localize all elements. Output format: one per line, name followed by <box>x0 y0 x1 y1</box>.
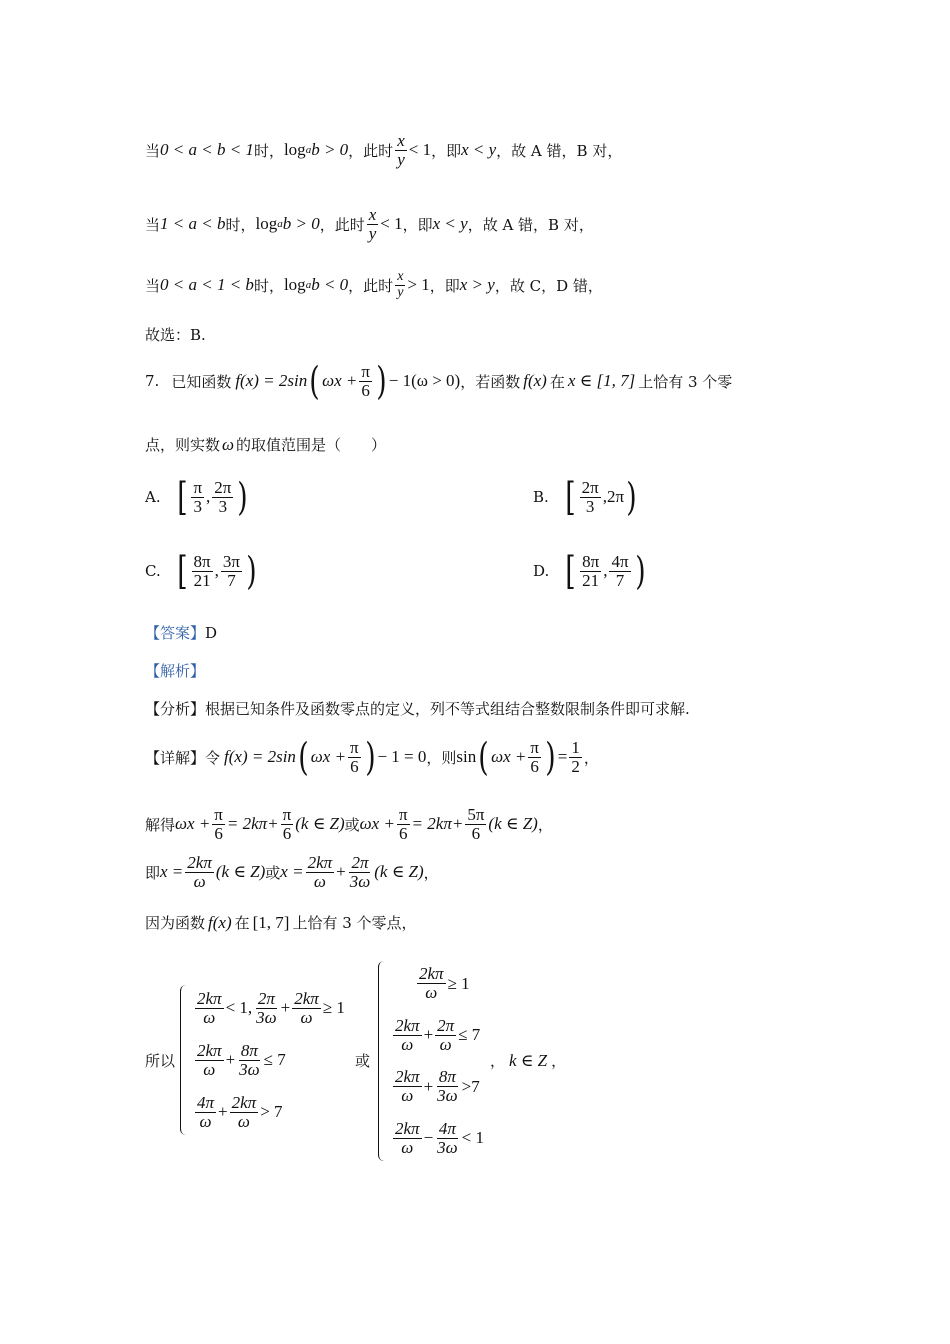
math: x = <box>160 862 184 882</box>
brace <box>180 985 189 1135</box>
because-line <box>145 912 417 933</box>
ji-line <box>145 854 439 891</box>
math: ω <box>222 434 235 454</box>
fraction: $\frac{8\pi}{3\omega}$ <box>437 1067 458 1106</box>
math: ωx + <box>175 814 211 834</box>
fraction: $\frac{1}{2}$ <box>571 737 580 776</box>
text: 时， <box>253 141 284 160</box>
fraction: $\frac{3\pi}{7}$ <box>222 551 240 590</box>
paren: ) <box>246 549 257 593</box>
text: ，故 A 错，B 对， <box>467 215 594 234</box>
math: + <box>218 1102 228 1121</box>
question-number: 7. <box>145 372 160 390</box>
question-line-1 <box>145 359 733 403</box>
math: ωx + <box>491 747 527 766</box>
math: + <box>423 1025 434 1045</box>
text: ， <box>423 863 439 882</box>
fraction: $\frac{2k\pi}{\omega}$ <box>197 1040 222 1079</box>
math: − 1(ω > 0) <box>388 371 461 390</box>
text: ，即 <box>431 141 462 160</box>
system-tail <box>490 1050 566 1071</box>
math: x ∈ [1, 7] <box>567 371 636 390</box>
text: ，即 <box>429 276 460 295</box>
math: a <box>305 279 312 292</box>
answer-value: D <box>205 623 218 642</box>
math: ≥ 1 <box>447 973 470 993</box>
fraction: $\frac{8\pi}{21}$ <box>193 551 211 590</box>
fraction: $\frac{2k\pi}{\omega}$ <box>395 1118 420 1157</box>
math: + <box>336 862 346 882</box>
math: + <box>423 1076 434 1096</box>
fraction: $\frac{\pi}{6}$ <box>361 361 370 400</box>
left-row-2 <box>193 1035 345 1085</box>
fraction: $\frac{2k\pi}{\omega}$ <box>419 964 444 1003</box>
text: ， <box>490 1052 506 1070</box>
paren: ) <box>634 549 646 593</box>
fraction: $\frac{2k\pi}{\omega}$ <box>187 853 212 891</box>
math: b > 0 <box>311 140 349 160</box>
math: (k ∈ Z) <box>488 814 538 834</box>
text: ， <box>551 1052 567 1070</box>
case-line-2 <box>145 206 594 243</box>
comma: , <box>602 487 607 506</box>
option-b[interactable] <box>533 475 639 519</box>
text: 时， <box>225 215 256 234</box>
text: ， <box>583 748 599 767</box>
math: x > y <box>459 275 495 295</box>
option-d[interactable] <box>533 549 647 593</box>
math: >7 <box>461 1076 480 1096</box>
solve-line <box>145 806 553 843</box>
paren-close: ) <box>376 359 387 403</box>
text: 即 <box>145 863 161 882</box>
text: 上恰有 3 个零 <box>638 372 733 391</box>
fraction: $\frac{2k\pi}{\omega}$ <box>395 1067 420 1106</box>
paren-open: ( <box>478 735 489 779</box>
math: b < 0 <box>311 275 349 295</box>
math: b > 0 <box>282 214 320 234</box>
math: ωx + <box>359 814 395 834</box>
fraction: $\frac{2k\pi}{\omega}$ <box>231 1092 257 1131</box>
paren: ) <box>626 475 637 519</box>
fraction: $\frac{2k\pi}{\omega}$ <box>294 988 319 1027</box>
fraction: $\frac{5\pi}{6}$ <box>467 805 485 843</box>
left-system <box>180 982 345 1138</box>
math: > 7 <box>260 1102 283 1121</box>
analysis-tag: 【解析】 <box>145 662 206 680</box>
fraction: $\frac{2k\pi}{\omega}$ <box>307 853 333 891</box>
math: f(x) <box>523 371 547 390</box>
text: ， <box>537 815 553 834</box>
fraction: $\frac{\pi}{6}$ <box>530 737 539 776</box>
math: ≤ 7 <box>458 1025 481 1045</box>
comma: , <box>206 487 211 506</box>
fraction: $\frac{2k\pi}{\omega}$ <box>197 988 222 1027</box>
math: < 1 <box>461 1128 485 1148</box>
math: (k ∈ Z) <box>374 862 424 882</box>
case-line-1 <box>145 132 622 169</box>
answer-tag: 【答案】 <box>145 624 206 642</box>
text: 在 <box>234 914 250 932</box>
paren-open: ( <box>298 735 309 779</box>
math: 0 < a < b < 1 <box>160 140 254 160</box>
paren: ) <box>237 475 248 519</box>
fraction: $\frac{\pi}{3}$ <box>193 477 203 516</box>
right-row-1 <box>391 959 484 1009</box>
right-row-2 <box>391 1010 484 1060</box>
math: log <box>255 214 278 234</box>
text: 故选：B. <box>145 326 206 344</box>
math: x < y <box>461 140 497 160</box>
fenxi-line <box>145 698 690 719</box>
math: ωx + <box>322 371 358 390</box>
choose-line <box>145 324 206 345</box>
text: ，此时 <box>319 215 365 234</box>
math: a <box>277 218 283 231</box>
text: 因为函数 <box>145 914 206 932</box>
text: ，故 C，D 错， <box>494 276 603 295</box>
text: 或 <box>344 815 360 834</box>
math: log <box>283 275 306 295</box>
math: + <box>280 998 291 1017</box>
fraction: $\frac{8\pi}{3\omega}$ <box>239 1040 260 1079</box>
math: k ∈ Z <box>509 1050 548 1070</box>
text: 上恰有 3 个零点， <box>292 914 417 932</box>
fraction: $\frac{\pi}{6}$ <box>282 805 292 843</box>
option-label: A. <box>145 488 161 506</box>
math: − <box>423 1128 434 1148</box>
paren-close: ) <box>364 735 376 779</box>
math: < 1, <box>225 998 253 1017</box>
text: ，此时 <box>348 141 394 160</box>
detail-line <box>145 735 599 779</box>
math: [1, 7] <box>252 912 290 932</box>
text: 根据已知条件及函数零点的定义，列不等式组结合整数限制条件即可求解. <box>205 700 690 718</box>
math: ωx + <box>310 747 347 766</box>
math: − 1 = 0 <box>377 747 427 766</box>
math: (k ∈ Z) <box>295 814 345 834</box>
analysis-line <box>145 660 205 681</box>
math: = <box>557 747 568 766</box>
fraction: $\frac{2k\pi}{\omega}$ <box>395 1015 420 1054</box>
detail-tag: 【详解】 <box>145 748 206 767</box>
math: f(x) = 2sin <box>235 371 308 390</box>
text: 当 <box>145 141 161 160</box>
math: ≥ 1 <box>322 998 345 1017</box>
text: ，故 A 错，B 对， <box>496 141 623 160</box>
math: 2π <box>606 487 625 506</box>
fraction: $\frac{x}{y}$ <box>397 131 405 169</box>
paren-close: ) <box>545 735 556 779</box>
text: 或 <box>355 1052 371 1070</box>
paren-open: ( <box>309 359 320 403</box>
comma: , <box>603 561 608 580</box>
fraction: $\frac{x}{y}$ <box>368 205 377 243</box>
option-label: C. <box>145 562 161 580</box>
math: x < y <box>432 214 468 234</box>
fraction: $\frac{2\pi}{3\omega}$ <box>349 853 371 891</box>
bracket: [ <box>565 475 576 519</box>
text: 已知函数 <box>171 372 232 391</box>
system-prefix <box>145 1050 175 1071</box>
text: ，即 <box>402 215 433 234</box>
bracket: [ <box>565 549 576 593</box>
math: ≤ 7 <box>263 1050 286 1069</box>
math: (k ∈ Z) <box>215 862 266 882</box>
option-label: B. <box>533 488 549 506</box>
right-row-3 <box>391 1062 484 1112</box>
text: 令 <box>205 748 221 767</box>
answer-line <box>145 622 217 643</box>
math: a <box>305 144 312 157</box>
or-label <box>355 1050 370 1071</box>
question-line-2 <box>145 434 386 455</box>
text: 当 <box>145 276 161 295</box>
fraction: $\frac{x}{y}$ <box>397 269 404 300</box>
left-row-1 <box>193 983 345 1033</box>
fraction: $\frac{2\pi}{3}$ <box>581 477 599 516</box>
math: 0 < a < 1 < b <box>160 275 254 295</box>
text: ，此时 <box>348 276 394 295</box>
fraction: $\frac{4\pi}{3\omega}$ <box>437 1118 458 1157</box>
math: < 1 <box>380 214 403 234</box>
option-label: D. <box>533 562 550 580</box>
text: 点，则实数 <box>145 436 221 454</box>
fraction: $\frac{2\pi}{3\omega}$ <box>256 988 277 1027</box>
fraction: $\frac{\pi}{6}$ <box>350 737 359 776</box>
math: f(x) = 2sin <box>224 747 296 766</box>
text: 解得 <box>145 815 176 834</box>
left-row-3 <box>193 1087 345 1137</box>
fraction: $\frac{4\pi}{\omega}$ <box>197 1092 215 1131</box>
text: 的取值范围是（ ） <box>236 436 387 454</box>
text: ，若函数 <box>460 372 521 391</box>
option-c[interactable] <box>145 549 259 593</box>
bracket: [ <box>176 475 188 519</box>
math: log <box>283 140 306 160</box>
case-line-3 <box>145 270 603 300</box>
text: 所以 <box>145 1052 176 1070</box>
brace <box>378 961 387 1161</box>
fraction: $\frac{\pi}{6}$ <box>398 805 408 843</box>
math: sin <box>456 747 477 766</box>
fraction: $\frac{8\pi}{21}$ <box>582 551 600 590</box>
math: < 1 <box>408 140 432 160</box>
math: x = <box>280 862 304 882</box>
fraction: $\frac{\pi}{6}$ <box>214 805 223 843</box>
fraction: $\frac{2\pi}{3}$ <box>214 477 232 516</box>
text: 时， <box>253 276 284 295</box>
fraction: $\frac{2\pi}{\omega}$ <box>437 1015 455 1054</box>
bracket: [ <box>176 549 188 593</box>
math: f(x) <box>208 912 232 932</box>
right-system <box>378 958 484 1164</box>
fraction: $\frac{4\pi}{7}$ <box>611 551 629 590</box>
math: > 1 <box>407 275 430 295</box>
right-row-4 <box>391 1113 484 1163</box>
fenxi-tag: 【分析】 <box>145 700 206 718</box>
math: = 2kπ+ <box>411 814 464 834</box>
text: ，则 <box>426 748 457 767</box>
math: = 2kπ+ <box>226 814 279 834</box>
option-a[interactable] <box>145 475 250 519</box>
comma: , <box>214 561 219 580</box>
math: + <box>225 1050 236 1069</box>
text: 当 <box>145 215 161 234</box>
math: 1 < a < b <box>160 214 226 234</box>
text: 在 <box>549 372 565 391</box>
text: 或 <box>265 863 281 882</box>
